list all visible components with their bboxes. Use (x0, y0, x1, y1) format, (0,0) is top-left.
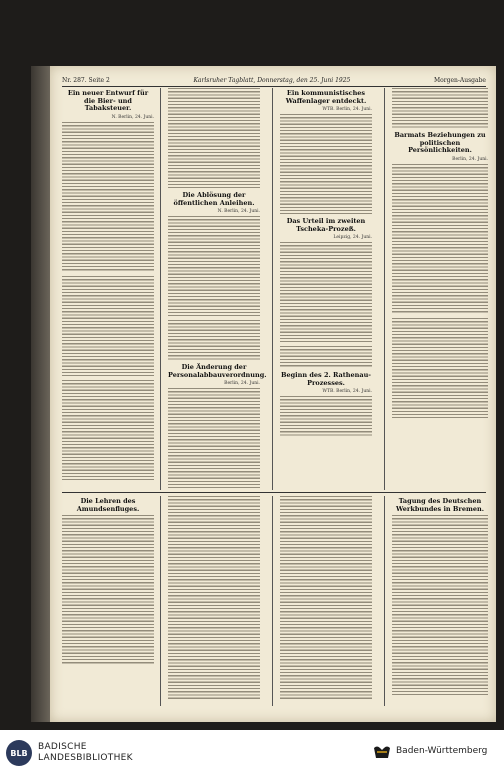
article-body (280, 114, 372, 214)
article-headline: Ein kommunistisches Waffenlager entdeckt. (285, 89, 367, 105)
article-headline: Das Urteil im zweiten Tscheka-Prozeß. (286, 217, 366, 233)
lower-column-4 (392, 496, 488, 716)
article-headline: Beginn des 2. Rathenau-Prozesses. (281, 371, 371, 387)
article-headline: Die Ablösung der öffentlichen Anleihen. (173, 191, 255, 207)
article-headline: Ein neuer Entwurf für die Bier- und Tabaksteuer. (67, 89, 149, 112)
lower-column-2 (168, 496, 260, 716)
article-body (62, 380, 154, 480)
article-dateline: WTB. Berlin, 24. Juni. (322, 107, 372, 112)
article-dateline: Berlin, 24. Juni. (224, 381, 260, 386)
article-body (280, 242, 372, 342)
masthead-title-date: Karlsruher Tagblatt, Donnerstag, den 25. Juni 1925 (193, 76, 351, 84)
lower-column-3 (280, 496, 372, 716)
article-dateline: Leipzig, 24. Juni. (333, 235, 372, 240)
article-body (62, 122, 154, 272)
article-dateline: WTB. Berlin, 24. Juni. (322, 389, 372, 394)
column-rule (160, 496, 161, 706)
library-name (38, 742, 133, 764)
state-coat-of-arms-icon (372, 744, 392, 762)
article-headline: Tagung des Deutschen Werkbundes in Bremen. (396, 497, 484, 513)
article-body (392, 318, 488, 418)
article-body (62, 276, 154, 376)
lower-column-1 (62, 496, 154, 716)
masthead-edition: Morgen-Ausgabe (433, 76, 486, 84)
article-body (168, 320, 260, 360)
article-dateline: N. Berlin, 24. Juni. (111, 114, 154, 120)
footer-bar (0, 730, 504, 778)
column-rule (272, 496, 273, 706)
article-body (62, 515, 154, 665)
library-logo: BLB (6, 740, 32, 766)
article-body (280, 346, 372, 368)
column-rule (384, 88, 385, 490)
masthead (62, 74, 486, 87)
article-headline: Die Änderung der Personalabbauverordnung. (168, 363, 267, 379)
newspaper-page (50, 66, 496, 722)
article-headline: Die Lehren des Amundsenfluges. (76, 497, 140, 513)
state-name: Baden-Württemberg (396, 746, 488, 756)
article-body (168, 216, 260, 316)
article-body (280, 396, 372, 436)
article-body (280, 496, 372, 701)
column-1 (62, 88, 154, 488)
page-edge (31, 66, 50, 722)
library-name-line1: BADISCHE (38, 742, 87, 752)
column-4 (392, 88, 488, 488)
article-body (392, 164, 488, 314)
column-rule (160, 88, 161, 490)
article-headline: Barmats Beziehungen zu politischen Persönlichkeiten. (394, 131, 486, 154)
article-body (168, 88, 260, 188)
column-rule (272, 88, 273, 490)
article-body (168, 496, 260, 701)
article-dateline: Berlin, 24. Juni. (452, 156, 488, 162)
column-3 (280, 88, 372, 488)
section-rule (62, 492, 486, 493)
article-dateline: N. Berlin, 24. Juni. (217, 209, 260, 214)
article-body (168, 388, 260, 488)
library-name-line2: LANDESBIBLIOTHEK (38, 753, 133, 763)
article-body (392, 88, 488, 128)
column-2 (168, 88, 267, 488)
article-body (392, 515, 488, 695)
column-rule (384, 496, 385, 706)
masthead-page-number: Nr. 287. Seite 2 (62, 76, 110, 84)
